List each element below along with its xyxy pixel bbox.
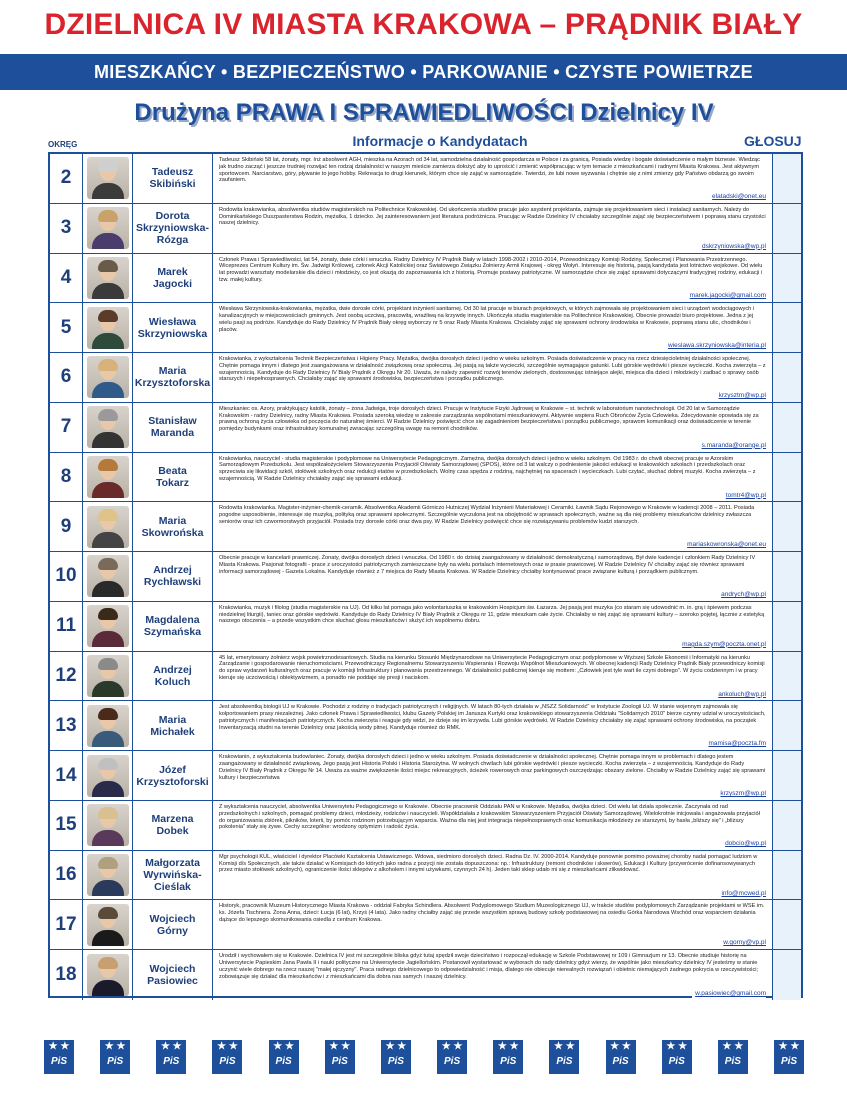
vote-box[interactable] (773, 502, 801, 551)
candidate-photo (87, 705, 129, 747)
candidate-first-name: Józef (159, 763, 186, 776)
candidate-photo (87, 904, 129, 946)
candidate-photo-cell (83, 751, 133, 800)
candidate-name (133, 204, 213, 253)
candidate-photo-cell (83, 851, 133, 900)
candidate-last-name: Rychławski (143, 576, 202, 589)
candidate-photo (87, 854, 129, 896)
candidate-row (50, 851, 801, 901)
candidate-description-cell (213, 900, 773, 949)
candidate-photo-cell (83, 353, 133, 402)
candidate-photo-cell (83, 602, 133, 651)
candidate-description-cell (213, 502, 773, 551)
vote-box[interactable] (773, 851, 801, 900)
candidate-description-cell (213, 204, 773, 253)
candidate-description-cell (213, 602, 773, 651)
candidate-description-cell (213, 751, 773, 800)
pis-logo-icon: ★ ★ PiS (493, 1040, 523, 1074)
candidate-description-cell (213, 154, 773, 203)
candidate-row (50, 751, 801, 801)
candidate-name (133, 652, 213, 701)
vote-box[interactable] (773, 652, 801, 701)
okreg-number: 3 (50, 204, 83, 253)
okreg-number: 2 (50, 154, 83, 203)
candidate-row (50, 403, 801, 453)
candidate-description: Rodowita krakowianka. Magister-inżynier-chemik-ceramik. Absolwentka Akademii Górniczo Hutniczej Wydział Inżynierii Materiałowej i Ceramiki. Ławnik Sądu Rejonowego w Krakowie w kadencji 2008 – 2011. Posiada pogodne usposobienie, interesuje się muzyką, polityką oraz sprawami społecznymi. Szczególnie wyczulona jest na obojętność w sprawach społecznych, ważne są dla niej problemy mieszkańców dzielnicy zwłaszcza seniorów oraz ich czwormorstwych przyjaciół. Posiada trzy dorosłe córki oraz dwa psy. W Radzie Dzielnicy poświęcić chce się rozwiązywaniu problemów kudzi starszych. (219, 505, 755, 525)
candidate-row (50, 353, 801, 403)
okreg-number: 13 (50, 701, 83, 750)
candidate-first-name: Marek (157, 265, 188, 278)
candidate-row (50, 701, 801, 751)
candidate-description: Z wykształcenia nauczyciel, absolwentka Uniwersytetu Pedagogicznego w Krakowie. Obecnie pracownik Oddziału PAN w Krakowie. Mężatka, dwójka dzieci. Od wielu lat działa społecznie. Zaczynała od rad przedszkolnych i szkolnych, pomagać problemy dzieci, młodzieży, rodziców i nauczycieli. Współdziałała z krakowskim Stowarzyszeniem Przyjaciół Oświaty Samorządowej. Wielokrotnie inicjowała i angażowała przyjaciół do organizowania zbiórek, pikników, loterii, by pomóc rodzinom potrzebującym wsparcia. Ważna dla niej jest integracja niepełnosprawnych oraz komunikacja młodzieży ze starszymi, by hasła „bliższy się" i „bliższy pokolenia" stały się żywe. Cechy szczególne: wrodzony optymizm i radość życia. (219, 803, 760, 831)
candidate-email-link[interactable]: magda.szym@poczta.onet.pl (679, 642, 766, 649)
candidate-email-link[interactable]: tomtr4@wp.pl (723, 493, 766, 500)
vote-box[interactable] (773, 353, 801, 402)
candidate-photo-cell (83, 502, 133, 551)
pis-logo-icon: ★ ★ PiS (100, 1040, 130, 1074)
okreg-number: 5 (50, 303, 83, 352)
candidate-email-link[interactable]: s.maranda@orange.pl (699, 443, 766, 450)
candidate-photo (87, 257, 129, 299)
candidate-last-name: Pasiowiec (147, 975, 198, 988)
candidate-first-name: Stanisław (148, 415, 197, 428)
candidate-row (50, 552, 801, 602)
candidate-photo (87, 157, 129, 199)
okreg-number: 4 (50, 254, 83, 303)
candidate-email-link[interactable]: elatadski@onet.eu (709, 194, 766, 201)
candidate-description-cell (213, 453, 773, 502)
vote-box[interactable] (773, 900, 801, 949)
candidate-photo-cell (83, 154, 133, 203)
candidate-row (50, 900, 801, 950)
candidate-row (50, 602, 801, 652)
candidate-first-name: Wojciech (149, 963, 196, 976)
candidate-photo-cell (83, 303, 133, 352)
candidate-first-name: Marzena (151, 813, 194, 826)
candidate-photo-cell (83, 254, 133, 303)
okreg-number: 8 (50, 453, 83, 502)
candidate-photo (87, 456, 129, 498)
candidate-first-name: Maria (158, 713, 187, 726)
candidate-photo (87, 804, 129, 846)
candidate-row (50, 303, 801, 353)
vote-box[interactable] (773, 801, 801, 850)
candidate-first-name: Maria (158, 365, 187, 378)
candidate-row (50, 801, 801, 851)
slogan-banner: MIESZKAŃCY • BEZPIECZEŃSTWO • PARKOWANIE • CZYSTE POWIETRZE (0, 54, 847, 90)
pis-logo-icon: ★ ★ PiS (549, 1040, 579, 1074)
candidate-photo-cell (83, 453, 133, 502)
candidate-first-name: Beata (158, 464, 187, 477)
candidate-row (50, 204, 801, 254)
candidate-photo (87, 307, 129, 349)
candidate-description: 45 lat, emerytowany żołnierz wojsk powietrznodesantowych. Studia na kierunku Stosunki Międzynarodowe na Uniwersytecie Pedagogicznym oraz podyplomowe w Wyższej Szkole Ekonomii i Informatyki na kierunku Zarządzanie i gospodarowanie nieruchomościami. Przewodniczący Regionalnemu Stowarzyszeniu Wspierania i Rozwoju Wspólnot Mieszkaniowych. W obecnej kadencji Rady Dzielnicy Prądnik Biały przewodniczy komisji do spraw wydarzeń kulturalnych oraz pracuje w komisji Infrastruktury i planowania przestrzennego. W działalności publicznej kieruje się mottem: „Człowiek jest tyle wart ile czyni dobrego". W życiu codziennym i w pracy kieruje się uczciwością i obiektywizmem, a ponadto nie poddaje się presji i naciskom. (219, 654, 765, 682)
candidate-description: Tadeusz Skibiński 58 lat, żonaty, mgr. Inż absolwent AGH, mieszka na Azorach od 34 lat, samodzielna działalność gospodarcza w Polsce i za granicą. Posiada wiedzę i bogate doświadczenie o małym biznesie. Wiedząc jak trudno zacząć i jeszcze trudniej rozwijać ten rodzaj działalności w naszym mieście zamierza dołożyć aby to uprościć i zmienić współpracując w tym temacie z mieszkańcami i radnymi Miasta Krakowa. Jest aktywnym sportowcem. Narciarstwo, góry, pływanie to jego hobby. Rekreacja to drugi kierunek, którym chce się zająć w samorządzie. Twierdzi, że lubi nowe wyzwania i chętnie się z nimi zmierzy gdy Państwo obdarzą go swoim zaufaniem. (219, 157, 760, 184)
candidate-last-name: Maranda (150, 427, 195, 440)
candidate-description-cell (213, 950, 773, 1000)
candidate-description-cell (213, 801, 773, 850)
vote-box[interactable] (773, 751, 801, 800)
pis-logo-icon: ★ ★ PiS (774, 1040, 804, 1074)
candidates-table (48, 152, 803, 998)
candidate-email-link[interactable]: mamisa@poczta.fm (705, 741, 766, 748)
candidate-description-cell (213, 652, 773, 701)
okreg-number: 6 (50, 353, 83, 402)
candidate-last-name: Jagocki (152, 277, 193, 290)
candidate-description: Krakowianka, nauczyciel - studia magisterskie i podyplomowe na Uniwersytecie Pedagogicznym. Zamężna, dwójka dorosłych dzieci i jedno w wieku szkolnym. Od 1983 r. do chwili obecnej pracuje w Azorskim Samorządowym Przedszkolu. Jest współzałożycielem Stowarzyszenia Przyjaciół Oświaty Samorządowej (SPOS), które od 3 lat walczy o podniesienie jakości edukacji w krakowskich szkołach i przedszkolach oraz sprzeciwia się likwidacji szkół, stołówek szkolnych oraz redukcji etatów w przedszkolach. Wolny czas spędza z rodziną, najchętniej na spacerach i wycieczkach. Lubi czytać, słuchać dobrej muzyki. Kocha zwierzęta – z wzajemnością. W Radzie Dzielnicy chciałaby zająć się sprawami edukacji. (219, 455, 756, 482)
candidate-photo (87, 755, 129, 797)
candidate-photo-cell (83, 801, 133, 850)
candidate-description-cell (213, 552, 773, 601)
candidate-email-link[interactable]: info@mcwed.pl (718, 891, 766, 898)
okreg-number: 10 (50, 552, 83, 601)
candidate-photo (87, 605, 129, 647)
candidate-last-name: Wyrwińska-Cieślak (143, 869, 202, 894)
okreg-number: 18 (50, 950, 83, 1000)
candidate-email-link[interactable]: ankoluch@wp.pl (715, 692, 766, 699)
vote-column-label: GŁOSUJ (744, 133, 802, 149)
candidate-email-link[interactable]: dskrzyniowska@wp.pl (699, 244, 766, 251)
candidate-description: Mgr psychologii KUL, właściciel i dyrektor Placówki Kształcenia Ustawicznego. Wdowa, siedmioro dorosłych dzieci. Radna Dz. IV. 2000-2014. Kandyduje ponownie pomimo poważnej choroby nadal pomagać ludziom w Komisji d/s Społecznych, ale także działać w Komisjach do których jako radna z pozycji nie została dopuszczona: np.: Infrastruktury (remont chodników i skwerów), Edukacji i Kultury (przywrócenie dofinansowywanych przez miasto stołówek szkolnych), ograniczenie ilości sklepów z alkoholem i innymi używkami, czynnych 24 h). Jeden taki sklep udało mi się z mieszkańcami zlikwidować. (219, 853, 758, 874)
candidate-first-name: Maria (158, 514, 187, 527)
vote-box[interactable] (773, 403, 801, 452)
candidate-name (133, 303, 213, 352)
candidate-last-name: Szymańska (143, 626, 202, 639)
okreg-number: 12 (50, 652, 83, 701)
candidate-description: Rodowita krakowianka, absolwentka studiów magisterskich na Politechnice Krakowskiej. Od ukończenia studiów pracuje jako asystent projektanta, zajmuje się projektowaniem sieci i instalacji sanitarnych. Należy do Dominikańskiego Duszpasterstwa Rodzin, mężatka, 1 dziecko. Jej zainteresowaniem jest literatura podróżnicza. Pracując w Radzie Dzielnicy IV chciałaby szczególnie zająć się bezpieczeństwem i poprawą stanu czystości naszej dzielnicy. (219, 206, 766, 227)
candidate-name (133, 751, 213, 800)
candidate-first-name: Wojciech (149, 912, 196, 925)
candidate-name (133, 552, 213, 601)
candidate-last-name: Krzysztoforska (134, 377, 211, 390)
candidate-email-link[interactable]: dobcio@wp.pl (722, 841, 766, 848)
pis-logo-icon: ★ ★ PiS (269, 1040, 299, 1074)
candidate-row (50, 453, 801, 503)
candidate-name (133, 900, 213, 949)
candidate-photo-cell (83, 652, 133, 701)
okreg-number: 17 (50, 900, 83, 949)
vote-box[interactable] (773, 701, 801, 750)
pis-logo-icon: ★ ★ PiS (662, 1040, 692, 1074)
vote-box[interactable] (773, 303, 801, 352)
candidate-row (50, 652, 801, 702)
team-title: Drużyna PRAWA I SPRAWIEDLIWOŚCI Dzielnicy IV (134, 99, 714, 126)
candidate-row (50, 154, 801, 204)
candidate-photo (87, 555, 129, 597)
candidate-description-cell (213, 254, 773, 303)
candidate-description-cell (213, 353, 773, 402)
candidate-name (133, 403, 213, 452)
vote-box[interactable] (773, 453, 801, 502)
vote-box[interactable] (773, 552, 801, 601)
candidate-name (133, 353, 213, 402)
candidate-name (133, 701, 213, 750)
candidate-email-link[interactable]: krzysztm@wp.pl (716, 393, 766, 400)
candidate-photo (87, 207, 129, 249)
candidate-name (133, 950, 213, 1000)
candidate-description-cell (213, 851, 773, 900)
candidate-last-name: Skrzyniowska (137, 327, 208, 340)
pis-logo-icon: ★ ★ PiS (606, 1040, 636, 1074)
pis-logo-icon: ★ ★ PiS (44, 1040, 74, 1074)
candidate-description: Urodził i wychowałem się w Krakowie. Dzielnica IV jest mi szczególnie bliska gdyż tutaj spędził swoje dzieciństwo i rozpoczął edukację w Szkole Podstawowej nr 109 i Gimnazjum nr 13. Obecnie studiuje historię na Uniwersytecie Papieskim Jana Pawła II i nauki polityczne na Uniwersytecie Jagiellońskim. Postanowił wystartować w wyborach do rady dzielnicy gdyż wierzy, że wspólnie jako mieszkańcy dzielnicy IV jesteśmy w stanie uczynić wiele dobrego na rzecz naszej "małej ojczyzny". Praca radnego dzielnicowego to odpowiedzialność i misja, dlatego nie obiecuje nierealnych rozwiązań i obietnic niemających żadnego pokrycia w rzeczywistości; zobowiązuje się działać dla mieszkańców i z mieszkańcami dla dobra nas samych i naszej dzielnicy. (219, 953, 759, 980)
candidate-last-name: Michałek (150, 725, 195, 738)
pis-logo-icon: ★ ★ PiS (437, 1040, 467, 1074)
candidate-description: Wiesława Skrzyniowska-krakowianka, mężatka, dwie dorosłe córki, projektant inżynierii sanitarnej. Od 30 lat pracuje w biurach projektowych, w których zajmowała się projektowaniem sieci i urządzeń wodociągowych i kanalizacyjnych w miejscowościach gminnych. Jest osobą uczciwą, pracowitą, wrażliwą na krzywdę innych. Ukończyła studia magisterskie na Politechnice Krakowskiej. Obecnie prowadzi biuro projektowe. Jedna z jej wielu pasji są podróże. Kandyduje do Rady Dzielnicy IV Prądnik Biały okręg wyborczy nr 5 oraz Rady Miasta Krakowa. Chciałaby zająć się sprawami ochrony środowiska w Krakowie, poprawą stanu ulic, chodników i placów. (219, 306, 755, 333)
okreg-number: 15 (50, 801, 83, 850)
okreg-number: 7 (50, 403, 83, 452)
candidate-description: Krakowianka, z wykształcenia Technik Bezpieczeństwa i Higieny Pracy. Mężatka, dwójka dorosłych dzieci i jedno w wieku szkolnym. Posiada doświadczenie w pracy na rzecz dziesięcioletniej działalności społecznej. Chętnie pomaga innym i dlatego jest zaangażowana w działalność związkową oraz społeczną. Jej pasją są także wycieczki, szczególnie wymagające gatunki. Lubi górskie wędrówki i piesze wycieczki. Kocha zwierzęta – z wzajemnością. Kandyduje do Rady Dzielnicy IV Biały Prądnik z Okręgu Nr 20. Uważa, że należy zapewnić rozwój terenów zielonych, dostosowując istniejące alejki, miejsca dla dzieci i młodzieży i zadbać o sprawy osób starszych i niepełnosprawnych. Chciałaby zająć się sprawami środowiska, bezpieczeństwa i porządku publicznego. (219, 356, 766, 383)
candidate-photo (87, 954, 129, 996)
candidate-photo-cell (83, 403, 133, 452)
candidate-description-cell (213, 303, 773, 352)
candidate-photo-cell (83, 950, 133, 1000)
candidate-email-link[interactable]: wieslawa.skrzyniowska@interia.pl (665, 343, 766, 350)
info-column-label: Informacje o Kandydatach (352, 133, 528, 149)
okreg-number: 14 (50, 751, 83, 800)
candidate-last-name: Krzysztoforski (136, 775, 209, 788)
candidate-first-name: Małgorzata (145, 857, 200, 870)
candidate-photo-cell (83, 701, 133, 750)
candidate-last-name: Skowrońska (141, 526, 204, 539)
candidate-email-link[interactable]: mariaskowronska@onet.eu (684, 542, 766, 549)
candidate-description-cell (213, 403, 773, 452)
candidate-row (50, 502, 801, 552)
candidate-last-name: Tokarz (155, 476, 190, 489)
candidate-name (133, 502, 213, 551)
vote-box[interactable] (773, 254, 801, 303)
pis-logo-icon: ★ ★ PiS (156, 1040, 186, 1074)
okreg-number: 9 (50, 502, 83, 551)
candidate-name (133, 851, 213, 900)
page-title: DZIELNICA IV MIASTA KRAKOWA – PRĄDNIK BIAŁY (44, 8, 803, 41)
candidate-name (133, 254, 213, 303)
candidate-name (133, 453, 213, 502)
candidate-description: Jest absolwentką biologii UJ w Krakowie. Pochodzi z rodziny o tradycjach patriotycznych i religijnych. W latach 80-tych działała w „NSZZ Solidarność" w Instytucie Zoologii UJ. W stanie wojennym zajmowała się kolportowaniem prasy niezależnej. Jako członek Prawa i Sprawiedliwości, klubu Gazety Polskiej im Janusza Kurtyki oraz krakowskiego stowarzyszenia Oddziału "Solidarnych 2010" bierze czynny udział w uroczystościach, patriotycznych i manifestacjach patriotycznych. Kocha zwierzęta i reaguje gdy widzi, że dzieje się im krzywda. Lubi górskie wędrówki. W Radzie Dzielnicy chciałaby się zająć sprawami ochrony środowiska, na początek Inwentaryzacją studni na terenie Dzielnicy oraz jakością wody pitnej. Kandyduje również do RMK. (219, 704, 766, 731)
candidate-name (133, 602, 213, 651)
candidate-photo-cell (83, 900, 133, 949)
pis-logo-icon: ★ ★ PiS (718, 1040, 748, 1074)
candidate-description: Krakowianin, z wykształcenia budowlaniec. Żonaty, dwójka dorosłych dzieci i jedno w wieku szkolnym. Posiada doświadczenie w działalności społecznej. Chętnie pomaga innym w problemach i dlatego jestem zaangażowany w działalność związkową. Jego pasją jest Historia Polski i Historia Starożytna. W wolnych chwilach lubi górskie wędrówki i piesze wycieczki. Kocha zwierzęta – z wzajemnością. Kandyduje do Rady Dzielnicy IV Biały Prądnik z Okręgu Nr 14. Uważa za ważne zwiększenie ilości miejsc rekreacyjnych, ścieżek rowerowych oraz parkingowych oszczędzając obszary zielone. Chciałby w Radzie Dzielnicy zająć się sprawami kultury i bezpieczeństwa (219, 754, 766, 781)
vote-box[interactable] (773, 204, 801, 253)
candidate-email-link[interactable]: w.gorny@vp.pl (720, 940, 766, 947)
candidate-description: Mieszkaniec os. Azory, praktykujący katolik, żonaty – żona Jadwiga, troje dorosłych dzieci. Pracuje w Instytucie Fizyki Jądrowej w Krakowie – st. technik w laboratorium nanotechnologii. Od 20 lat w Samorządzie Krakowskim - radny Dzielnicy, radny Miasta Krakowa. Posiada szeroką wiedzę w zakresie zarządzania wspólnotami mieszkaniowymi. Aktywnie wspiera Ruch Obrońców Życia Człowieka. Zdecydowanie opowiada się za prawną ochroną życia człowieka od poczęcia do naturalnej śmierci. W Radzie Dzielnicy poświęcić chce się zagadnieniom bezpieczeństwa i porządku publicznego, sprawom komunikacji oraz doświadczenie w terenie pomiędzy budynkami oraz infrastruktury komunalnej zwracając szczególną uwagę na remont chodników. (219, 405, 759, 433)
candidate-photo-cell (83, 552, 133, 601)
candidate-first-name: Andrzej (153, 664, 192, 677)
candidate-photo (87, 356, 129, 398)
candidate-description-cell (213, 701, 773, 750)
candidate-email-link[interactable]: marek.jagocki@gmail.com (687, 293, 766, 300)
candidate-last-name: Skibiński (149, 178, 196, 191)
candidate-last-name: Górny (157, 924, 188, 937)
candidate-first-name: Wiesława (148, 315, 197, 328)
pis-logo-icon: ★ ★ PiS (381, 1040, 411, 1074)
candidate-first-name: Andrzej (153, 564, 192, 577)
vote-box[interactable] (773, 154, 801, 203)
candidate-description: Krakowianka, muzyk i filolog (studia magisterskie na UJ). Od kilku lat pomaga jako wolontariuszka w krakowskim Hospicjum św. Łazarza. Jej pasją jest muzyka (co staram się udowodnić m. in. grą i śpiewem podczas niedzielnej liturgii), taniec oraz górskie wędrówki. Kandyduje do Rady Dzielnicy IV Biały Prądnik z Okręgu nr 11, gdzie mieszkam całe życie. Chciałaby w niej zająć się sprawami kultury – szeroko pojętej, łącznie z estetyką naszego otoczenia – a przede wszystkim chce słuchać głosu mieszkańców i służyć ich wspólnemu dobru. (219, 604, 765, 625)
candidate-email-link[interactable]: andrych@wp.pl (718, 592, 766, 599)
candidate-name (133, 801, 213, 850)
pis-logo-icon: ★ ★ PiS (212, 1040, 242, 1074)
candidate-first-name: Dorota (155, 210, 190, 223)
okreg-number: 16 (50, 851, 83, 900)
candidate-photo (87, 406, 129, 448)
candidate-row (50, 254, 801, 304)
candidate-name (133, 154, 213, 203)
candidate-description: Obecnie pracuje w kancelarii prawniczej. Żonaty, dwójka dorosłych dzieci i wnuczka. Od 1980 r. do dzisiaj zaangażowany w działalność demokratyczną i samorządową. Był dwie kadencje i członkiem Rady Dzielnicy IV Miasta Krakowa. Pasjonat fotografii - prace z uroczystości patriotycznych zamieszczane były na wielu portalach internetowych oraz w prasie prawicowej. W Radzie Dzielnicy IV chciałby zająć się równiez sprawami informacji samorządowej - Gazeta Lokalna. Kandyduje również z 7 miejsca do Rady Miasta Krakowa. W Radzie Dzielnicy chciałby kontynuować prace związane kulturą i porządkiem publicznym. (219, 555, 756, 575)
candidate-email-link[interactable]: w.pasiowiec@gmail.com (692, 991, 766, 998)
candidate-first-name: Tadeusz (151, 166, 194, 179)
candidate-photo (87, 655, 129, 697)
candidate-last-name: Dobek (156, 825, 189, 838)
pis-logo-icon: ★ ★ PiS (325, 1040, 355, 1074)
candidate-description: Członek Prawa i Sprawiedliwości, lat 54, żonaty, dwie córki i wnuczka. Radny Dzielnicy IV Prądnik Biały w latach 1998-2002 i 2010-2014, Przewodniczący Komisji Rodziny, Społecznej i Planowania Przestrzennego. Wiceprezes Centrum Kultury im. Św. Jadwigi Królowej, członek Akcji Katolickiej oraz Światowego Związku Żołnierzy Armii Krajowej - okręg Wołyń. Interesuje się historią, pasją kandydata jest lotnictwo wojskowe. Od wielu lat prowadzi warsztaty modelarskie dla dzieci i młodzieży, co jest okazją do zapoznawania ich z historią. Promuje postawy patriotyczne. W samorządzie chce się zająć sprawami dotyczącymi tradycyjnej rodziny, edukacji i tzw. małej kultury. (219, 256, 763, 283)
vote-box[interactable] (773, 950, 801, 1000)
candidate-row (50, 950, 801, 1000)
candidate-email-link[interactable]: krzyszm@wp.pl (717, 791, 766, 798)
okreg-number: 11 (50, 602, 83, 651)
candidate-description: Historyk, pracownik Muzeum Historycznego Miasta Krakowa - oddział Fabryka Schindlera. Absolwent Podyplomowego Studium Muzeologicznego UJ, w trakcie studiów podyplomowych Zarządzanie projektami w WSE im. ks. Józefa Tischnera. Żona Anna, dzieci: Łucja (6 lat), Krzyś (4 lata). Jako radny chciałby zająć się przede wszystkim sprawą budowy szkoły podstawowej na osiedlu Górka Narodowa Wschód oraz wsparciem działania dążące do lepszego skomunikowania osiedla z centrum Krakowa. (219, 903, 765, 924)
vote-box[interactable] (773, 602, 801, 651)
okreg-column-label: OKRĘG (48, 140, 78, 149)
candidate-photo (87, 506, 129, 548)
candidate-last-name: Skrzyniowska-Rózga (136, 222, 209, 247)
candidate-first-name: Magdalena (145, 614, 200, 627)
footer-logos (44, 1040, 804, 1080)
candidate-last-name: Koluch (154, 676, 191, 689)
candidate-photo-cell (83, 204, 133, 253)
